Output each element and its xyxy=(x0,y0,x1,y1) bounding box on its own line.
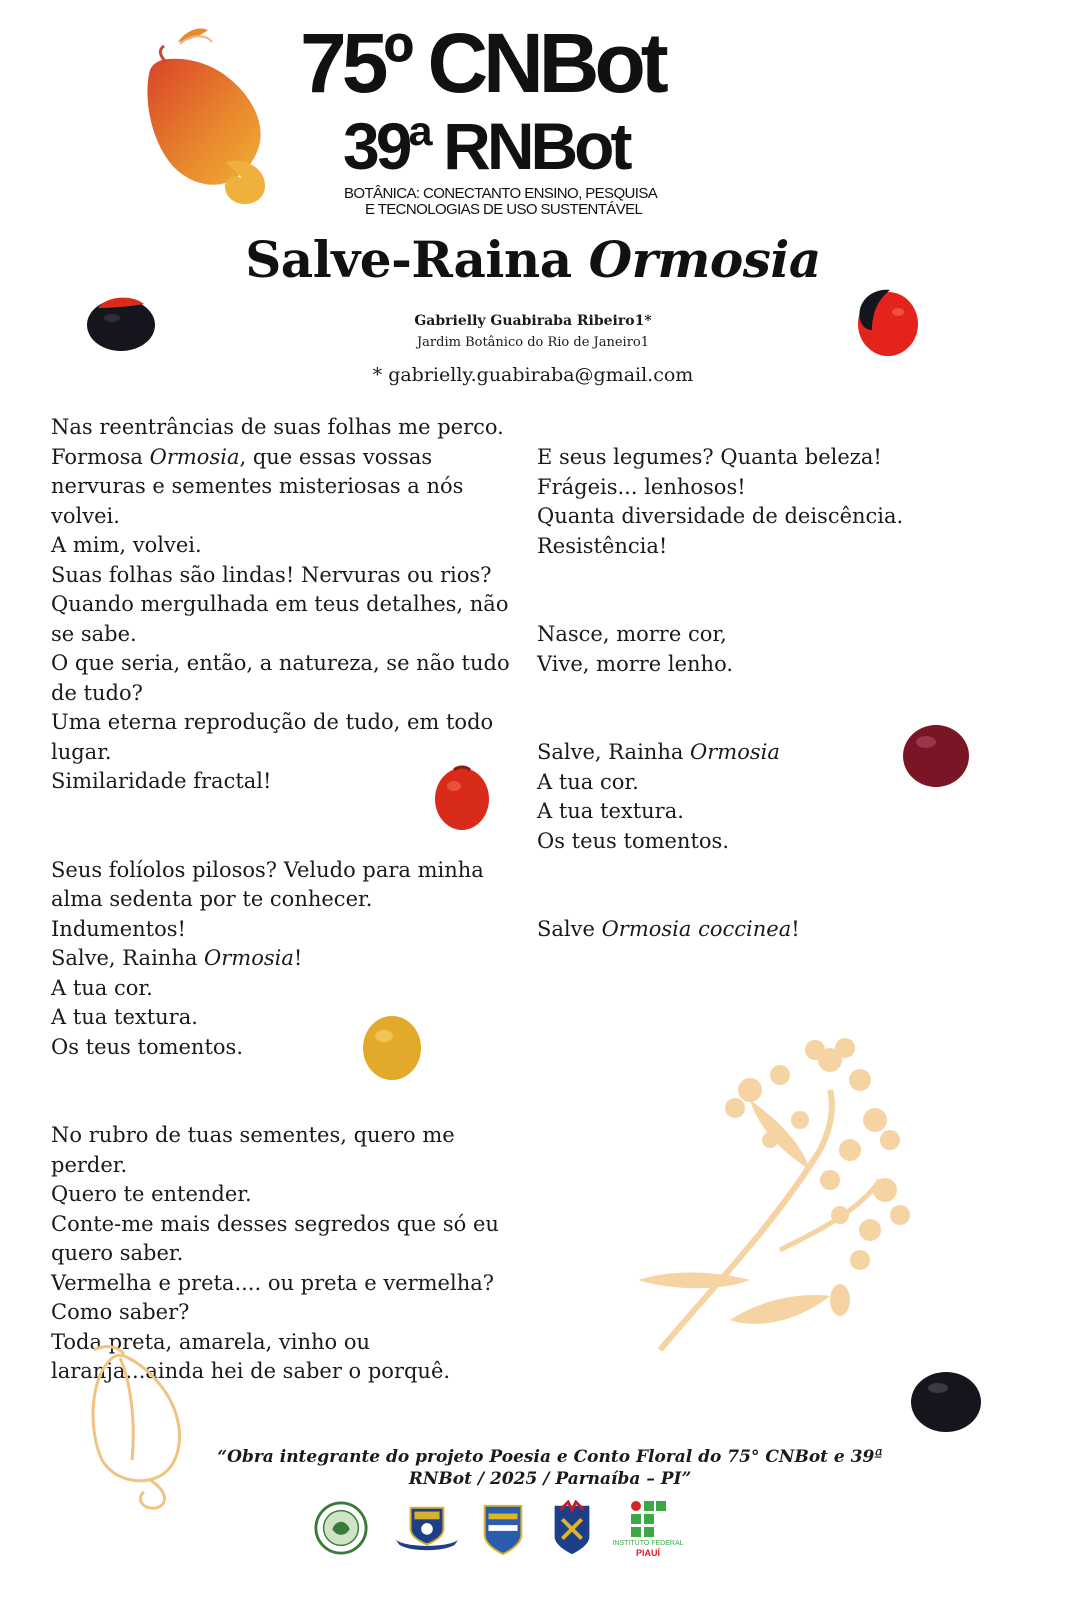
poem-line xyxy=(51,944,531,974)
poem-line: quero saber. xyxy=(51,1241,184,1265)
cashew-fruit-logo-icon xyxy=(138,22,278,212)
poem-line: Conte-me mais desses segredos que só eu xyxy=(51,1211,499,1236)
ifpi-logo-text-2: PIAUÍ xyxy=(635,1548,660,1558)
author-affiliation: Jardim Botânico do Rio de Janeiro1 xyxy=(416,335,650,350)
ifpi-logo-mark-icon xyxy=(630,1500,666,1538)
poem-title-prefix: Salve-Raina xyxy=(245,230,589,289)
poem-line: Seus folíolos pilosos? Veludo para minha xyxy=(51,857,484,882)
poem-left-column xyxy=(51,413,531,1387)
poem-line-part: ! xyxy=(293,946,303,970)
poem-line: A tua cor. xyxy=(537,769,639,794)
poem-stanza xyxy=(51,413,531,797)
ifpi-logo-text-1: INSTITUTO FEDERAL xyxy=(612,1540,684,1547)
poem-line: Toda preta, amarela, vinho ou xyxy=(51,1329,370,1354)
poem-line: nervuras e sementes misteriosas a nós xyxy=(51,474,464,498)
footer-credit xyxy=(180,1446,920,1490)
flowering-branch-decoration-icon xyxy=(630,1030,920,1360)
poem-line-italic: Ormosia xyxy=(690,740,780,764)
poem-line: laranja...ainda hei de saber o porquê. xyxy=(51,1359,451,1383)
poem-line-italic: Ormosia coccinea xyxy=(601,917,792,941)
poem-line: Nas reentrâncias de suas folhas me perco. xyxy=(51,415,504,439)
poem-line: se sabe. xyxy=(51,621,137,646)
ifpi-logo xyxy=(612,1500,684,1560)
poem-line: Os teus tomentos. xyxy=(51,1034,243,1059)
poem-line: lugar. xyxy=(51,739,112,764)
piaui-state-crest-icon xyxy=(480,1500,526,1556)
poem-stanza xyxy=(537,443,957,561)
poem-line: A tua textura. xyxy=(537,799,684,823)
black-seed-icon xyxy=(908,1368,984,1436)
poem-line: Nasce, morre cor, xyxy=(537,622,727,646)
poem-line-part: , que essas vossas xyxy=(239,444,433,469)
poem-stanza xyxy=(537,915,957,945)
poem-line: No rubro de tuas sementes, quero me xyxy=(51,1123,455,1147)
poem-line: Uma eterna reprodução de tudo, em todo xyxy=(51,710,494,734)
poem-line: A tua textura. xyxy=(51,1005,198,1029)
poem-line: alma sedenta por te conhecer. xyxy=(51,887,373,911)
poem-title-italic: Ormosia xyxy=(588,230,821,289)
poem-line: perder. xyxy=(51,1152,128,1177)
conference-title-rnbot: 39ª RNBot xyxy=(343,109,629,183)
conference-theme-line-1: BOTÂNICA: CONECTANTO ENSINO, PESQUISA xyxy=(344,185,658,202)
author-email: * gabrielly.guabiraba@gmail.com xyxy=(372,364,694,386)
poem-line: Quero te entender. xyxy=(51,1182,252,1206)
poem-line: Vive, morre lenho. xyxy=(537,651,734,676)
poem-line: Quando mergulhada em teus detalhes, não xyxy=(51,592,509,616)
poem-line xyxy=(537,738,957,768)
poem-line-part: ! xyxy=(791,917,800,941)
poem-stanza xyxy=(537,620,957,679)
poem-line: A mim, volvei. xyxy=(51,533,202,557)
footer-credit-line-1: “Obra integrante do projeto Poesia e Conto Floral do 75° CNBot e 39ª xyxy=(217,1447,883,1467)
poem-line: Como saber? xyxy=(51,1300,190,1324)
red-black-seed-icon xyxy=(854,286,920,358)
poem-line: Similaridade fractal! xyxy=(51,769,272,793)
poem-stanza xyxy=(537,738,957,856)
footer-credit-line-2: RNBot / 2025 / Parnaíba – PI” xyxy=(408,1469,692,1489)
poem-line xyxy=(51,443,531,473)
poem-title xyxy=(0,228,1066,292)
poem-line: Resistência! xyxy=(537,533,668,558)
cashew-outline-decoration-icon xyxy=(80,1340,190,1510)
poem-line: de tudo? xyxy=(51,680,143,705)
poem-line: Suas folhas são lindas! Nervuras ou rios? xyxy=(51,562,492,587)
poem-line: Os teus tomentos. xyxy=(537,828,729,853)
poem-line: Vermelha e preta.... ou preta e vermelha? xyxy=(51,1270,495,1295)
black-red-seed-icon xyxy=(84,292,158,354)
university-crest-icon xyxy=(548,1500,596,1556)
poem-stanza xyxy=(51,856,531,1063)
author-name: Gabrielly Guabiraba Ribeiro1* xyxy=(414,313,652,329)
poem-line: Quanta diversidade de deiscência. xyxy=(537,504,904,528)
poem-line: Indumentos! xyxy=(51,916,186,941)
poem-line-italic: Ormosia xyxy=(204,946,294,970)
poem-right-column xyxy=(537,443,957,945)
poem-line-part: Salve, Rainha xyxy=(537,740,691,764)
poem-line: Frágeis... lenhosos! xyxy=(537,474,746,499)
sbb-society-seal-icon xyxy=(312,1500,370,1556)
poem-line-part: Salve, Rainha xyxy=(51,946,205,970)
poem-line: volvei. xyxy=(51,503,120,528)
poem-line xyxy=(537,915,957,945)
poem-line: O que seria, então, a natureza, se não tudo xyxy=(51,651,510,675)
conference-theme-line-2: E TECNOLOGIAS DE USO SUSTENTÁVEL xyxy=(365,201,643,218)
conference-title-cnbot: 75º CNBot xyxy=(300,16,664,110)
poem-line-part: Formosa xyxy=(51,444,150,469)
poem-line-italic: Ormosia xyxy=(149,444,240,469)
poem-line-part: Salve xyxy=(537,917,602,941)
poem-line: E seus legumes? Quanta beleza! xyxy=(537,445,882,469)
poem-line: A tua cor. xyxy=(51,975,153,1000)
ufdpar-emblem-icon xyxy=(386,1500,468,1556)
